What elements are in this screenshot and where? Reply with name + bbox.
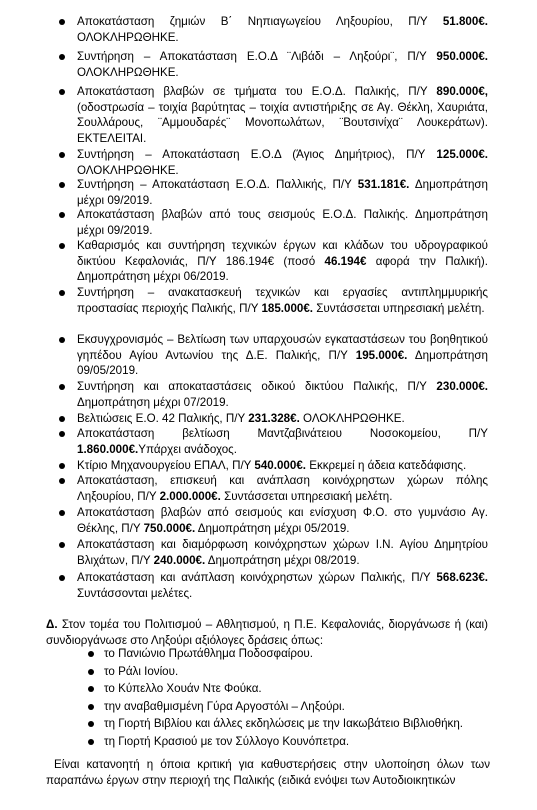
culture-event-text: τη Γιορτή Κρασιού με τον Σύλλογο Κουνόπετρα. — [104, 735, 350, 748]
project-amount: 531.181€. — [357, 178, 410, 191]
bullet-icon — [59, 89, 65, 95]
bullet-icon — [88, 721, 94, 727]
project-amount: 240.000€. — [153, 553, 206, 567]
project-text-part: Αποκατάσταση και ανάπλαση κοινόχρηστων χώρων Παλικής, Π/Υ — [77, 571, 437, 584]
project-amount: 125.000€. — [436, 148, 488, 161]
project-text — [77, 84, 488, 146]
project-text-part: Συντάσσεται υπηρεσιακή μελέτη. — [220, 489, 393, 503]
project-text-part: Συντήρηση – Αποκατάσταση Ε.Ο.Δ. Παλλικής, Π/Υ — [77, 178, 358, 191]
bullet-icon — [88, 651, 94, 657]
project-text-part: ΟΛΟΚΛΗΡΩΘΗΚΕ. — [77, 163, 179, 177]
project-text-part: Αποκατάσταση βλαβών σε τμήματα του Ε.Ο.Δ. Παλικής, Π/Υ — [77, 85, 437, 98]
project-text-part: Συντήρηση – Αποκατάσταση Ε.Ο.Δ (Άγιος Δημήτριος), Π/Υ — [77, 148, 437, 161]
closing-paragraph: Είναι κατανοητή η όποια κριτική για καθυστερήσεις στην υλοποίηση όλων των παραπάνω έργων στην περιοχή της Παλικής (ειδικά ενόψει των Αυτοδιοικητικών — [46, 758, 490, 787]
project-text — [77, 14, 488, 45]
project-text — [77, 570, 488, 601]
bullet-icon — [59, 243, 65, 249]
bullet-icon — [59, 182, 65, 188]
project-text-part: Συντήρηση και αποκαταστάσεις οδικού δικτύου Παλικής, Π/Υ — [77, 380, 437, 393]
project-text — [77, 238, 488, 285]
project-text-part: Εκσυγχρονισμός – Βελτίωση των υπαρχουσών εγκαταστάσεων του βοηθητικού γηπέδου Αγίου Αντωνίου της Δ.Ε. Παλικής, Π/Υ — [77, 333, 488, 362]
project-text-part: ΟΛΟΚΛΗΡΩΘΗΚΕ. — [299, 412, 405, 425]
culture-event-text: την αναβαθμισμένη Γύρα Αργοστόλι – Ληξούρι. — [104, 700, 345, 713]
project-text-part: Δημοπράτηση 09/05/2019. — [77, 348, 488, 378]
bullet-icon — [59, 478, 65, 484]
project-text — [77, 332, 488, 379]
bullet-icon — [59, 212, 65, 218]
bullet-icon — [59, 416, 65, 422]
project-text-part: Συντάσσεται υπηρεσιακή μελέτη. — [313, 301, 485, 315]
bullet-icon — [88, 739, 94, 745]
project-amount: 230.000€. — [436, 380, 488, 393]
project-text-part: Δημοπράτηση μέχρι 07/2019. — [77, 395, 229, 409]
project-text-part: Αποκατάσταση ζημιών Β΄ Νηπιαγωγείου Ληξουρίου, Π/Υ — [77, 15, 443, 28]
project-text-part: Καθαρισμός και συντήρηση τεχνικών έργων και κλάδων του υδρογραφικού δικτύου Κεφαλονιάς, Π/Υ 186.194€ (ποσό — [77, 239, 488, 268]
bullet-icon — [59, 54, 65, 60]
project-amount: 46.194€ — [324, 254, 367, 268]
project-text — [77, 285, 488, 316]
project-text — [77, 411, 488, 427]
project-text — [77, 49, 488, 80]
bullet-icon — [59, 431, 65, 437]
project-amount: 750.000€. — [143, 521, 196, 535]
project-text-part: Συντήρηση – ανακατασκευή τεχνικών και εργασίες αντιπλημμυρικής προστασίας περιοχής Παλικής, Π/Υ — [77, 286, 488, 315]
project-text — [77, 207, 488, 238]
project-text-part: Αποκατάσταση και διαμόρφωση κοινόχρηστων χώρων Ι.Ν. Αγίου Δημητρίου Βλιχάτων, Π/Υ — [77, 538, 488, 567]
project-text — [77, 473, 488, 504]
bullet-icon — [88, 686, 94, 692]
culture-event-text: το Πανιώνιο Πρωτάθλημα Ποδοσφαίρου. — [104, 647, 313, 660]
project-text-part: Δημοπράτηση μέχρι 08/2019. — [205, 553, 360, 567]
project-text-part: Κτίριο Μηχανουργείου ΕΠΑΛ, Π/Υ — [77, 459, 255, 472]
project-text-part: Αποκατάσταση βλαβών από σεισμούς και ενίσχυση Φ.Ο. στο γυμνάσιο Αγ. Θέκλης, Π/Υ — [77, 506, 488, 535]
project-text-part: ΟΛΟΚΛΗΡΩΘΗΚΕ. — [77, 30, 179, 44]
project-text — [77, 426, 488, 457]
project-text-part: Αποκατάσταση βλαβών από τους σεισμούς Ε.Ο.Δ. Παλικής. Δημοπράτηση μέχρι 09/2019. — [77, 208, 488, 237]
project-amount: 1.860.000€. — [77, 442, 139, 456]
project-text-part: Υπάρχει ανάδοχος. — [138, 442, 237, 456]
bullet-icon — [59, 542, 65, 548]
project-amount: 185.000€. — [261, 301, 314, 315]
culture-event-text: το Κύπελλο Χουάν Ντε Φούκα. — [104, 682, 262, 695]
project-text — [77, 537, 488, 568]
project-amount: 540.000€. — [254, 459, 306, 472]
bullet-icon — [59, 510, 65, 516]
project-amount: 195.000€. — [355, 348, 408, 362]
bullet-icon — [59, 384, 65, 390]
project-amount: 231.328€. — [248, 412, 300, 425]
project-text-part: Αποκατάσταση βελτίωση Μαντζαβινάτειου Νοσοκομείου, Π/Υ — [77, 427, 488, 440]
bullet-icon — [59, 290, 65, 296]
project-text-part: (οδοστρωσία – τοιχία βαρύτητας – τοιχία αντιστήριξης σε Αγ. Θέκλη, Χαυριάτα, Σουλλάρους, ¨Αμμουδαρές¨ Μονοπωλάτων, ¨Βουτσινίχα¨ Λουκεράτων). ΕΚΤΕΛΕΙΤΑΙ. — [77, 100, 488, 145]
project-text-part: Αποκατάσταση, επισκευή και ανάπλαση κοινόχρηστων χώρων πόλης Ληξουρίου, Π/Υ — [77, 474, 488, 503]
bullet-icon — [88, 704, 94, 710]
project-text-part: Δημοπράτηση μέχρι 09/2019. — [77, 178, 488, 207]
project-amount: 950.000€. — [436, 50, 488, 63]
culture-paragraph — [46, 617, 488, 648]
bullet-icon — [59, 337, 65, 343]
project-text-part: Συντάσσονται μελέτες. — [77, 586, 193, 600]
bullet-icon — [59, 575, 65, 581]
culture-event-text: το Ράλι Ιονίου. — [104, 665, 179, 678]
project-amount: 890.000€, — [436, 85, 488, 98]
project-text — [77, 458, 488, 474]
project-text-part: Συντήρηση – Αποκατάσταση Ε.Ο.Δ ¨Λιβάδι – Ληξούρι¨, Π/Υ — [77, 50, 437, 63]
project-text-part: Εκκρεμεί η άδεια κατεδάφισης. — [305, 459, 467, 472]
project-text — [77, 177, 488, 208]
culture-event-text: τη Γιορτή Βιβλίου και άλλες εκδηλώσεις με την Ιακωβάτειο Βιβλιοθήκη. — [104, 717, 464, 730]
project-text-part: αφορά την Παλική). Δημοπράτηση μέχρι 06/2019. — [77, 254, 489, 284]
bullet-icon — [59, 463, 65, 469]
project-amount: 568.623€. — [436, 571, 488, 584]
section-intro: Στον τομέα του Πολιτισμού – Αθλητισμού, η Π.Ε. Κεφαλονιάς, διοργάνωσε ή (και) συνδιοργάνωσε στο Ληξούρι αξιόλογες δράσεις όπως: — [46, 618, 488, 647]
project-amount: 2.000.000€. — [159, 489, 221, 503]
bullet-icon — [88, 669, 94, 675]
project-text — [77, 147, 488, 178]
project-text-part: Δημοπράτηση μέχρι 05/2019. — [195, 521, 350, 535]
project-amount: 51.800€. — [442, 15, 488, 28]
project-text-part: Βελτιώσεις Ε.Ο. 42 Παλικής, Π/Υ — [77, 412, 249, 425]
section-letter: Δ. — [46, 618, 58, 631]
project-text-part: ΟΛΟΚΛΗΡΩΘΗΚΕ. — [77, 65, 179, 79]
project-text — [77, 505, 488, 536]
project-text — [77, 379, 488, 410]
bullet-icon — [59, 152, 65, 158]
bullet-icon — [59, 19, 65, 25]
